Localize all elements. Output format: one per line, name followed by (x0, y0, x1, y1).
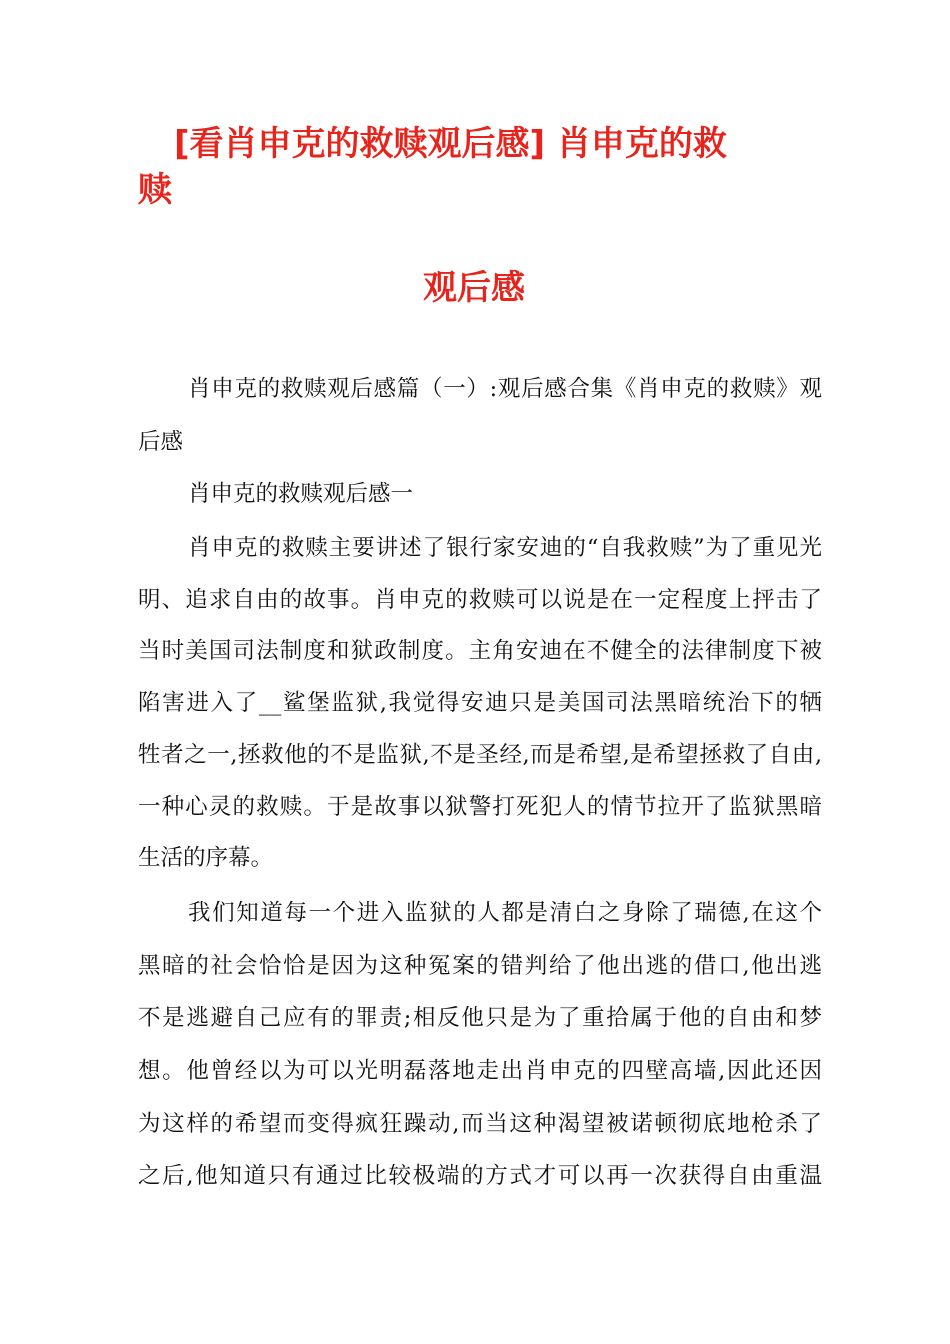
paragraph-line: 明、追求自由的故事。肖申克的救赎可以说是在一定程度上抨击了 (138, 587, 822, 613)
paragraph-line: 我们知道每一个进入监狱的人都是清白之身除了瑞德,在这个 (188, 900, 822, 926)
paragraph-line: 之后,他知道只有通过比较极端的方式才可以再一次获得自由重温 (138, 1163, 822, 1189)
paragraph-line: 为这样的希望而变得疯狂躁动,而当这种渴望被诺顿彻底地枪杀了 (138, 1111, 822, 1137)
paragraph-line: 陷害进入了__鲨堡监狱,我觉得安迪只是美国司法黑暗统治下的牺 (138, 690, 822, 716)
paragraph-line: 一种心灵的救赎。于是故事以狱警打死犯人的情节拉开了监狱黑暗 (138, 794, 822, 820)
paragraph-line: 肖申克的救赎观后感篇（一）:观后感合集《肖申克的救赎》观 (188, 376, 822, 402)
paragraph-line: 黑暗的社会恰恰是因为这种冤案的错判给了他出逃的借口,他出逃 (138, 953, 822, 979)
paragraph-line: 后感 (138, 429, 184, 455)
paragraph-line: 不是逃避自己应有的罪责;相反他只是为了重拾属于他的自由和梦 (138, 1005, 822, 1031)
paragraph-line: 肖申克的救赎主要讲述了银行家安迪的“自我救赎”为了重见光 (188, 535, 822, 561)
paragraph-line: 想。他曾经以为可以光明磊落地走出肖申克的四壁高墙,因此还因 (138, 1058, 822, 1084)
paragraph-line: 当时美国司法制度和狱政制度。主角安迪在不健全的法律制度下被 (138, 638, 822, 664)
document-title-line-3: 观后感 (423, 268, 525, 308)
document-title-line-1: [看肖申克的救赎观后感] 肖申克的救 (174, 124, 727, 164)
document-title-line-2: 赎 (138, 170, 172, 210)
paragraph-line: 牲者之一,拯救他的不是监狱,不是圣经,而是希望,是希望拯救了自由, (138, 742, 822, 768)
paragraph-line: 肖申克的救赎观后感一 (188, 481, 414, 507)
paragraph-line: 生活的序幕。 (138, 845, 274, 871)
